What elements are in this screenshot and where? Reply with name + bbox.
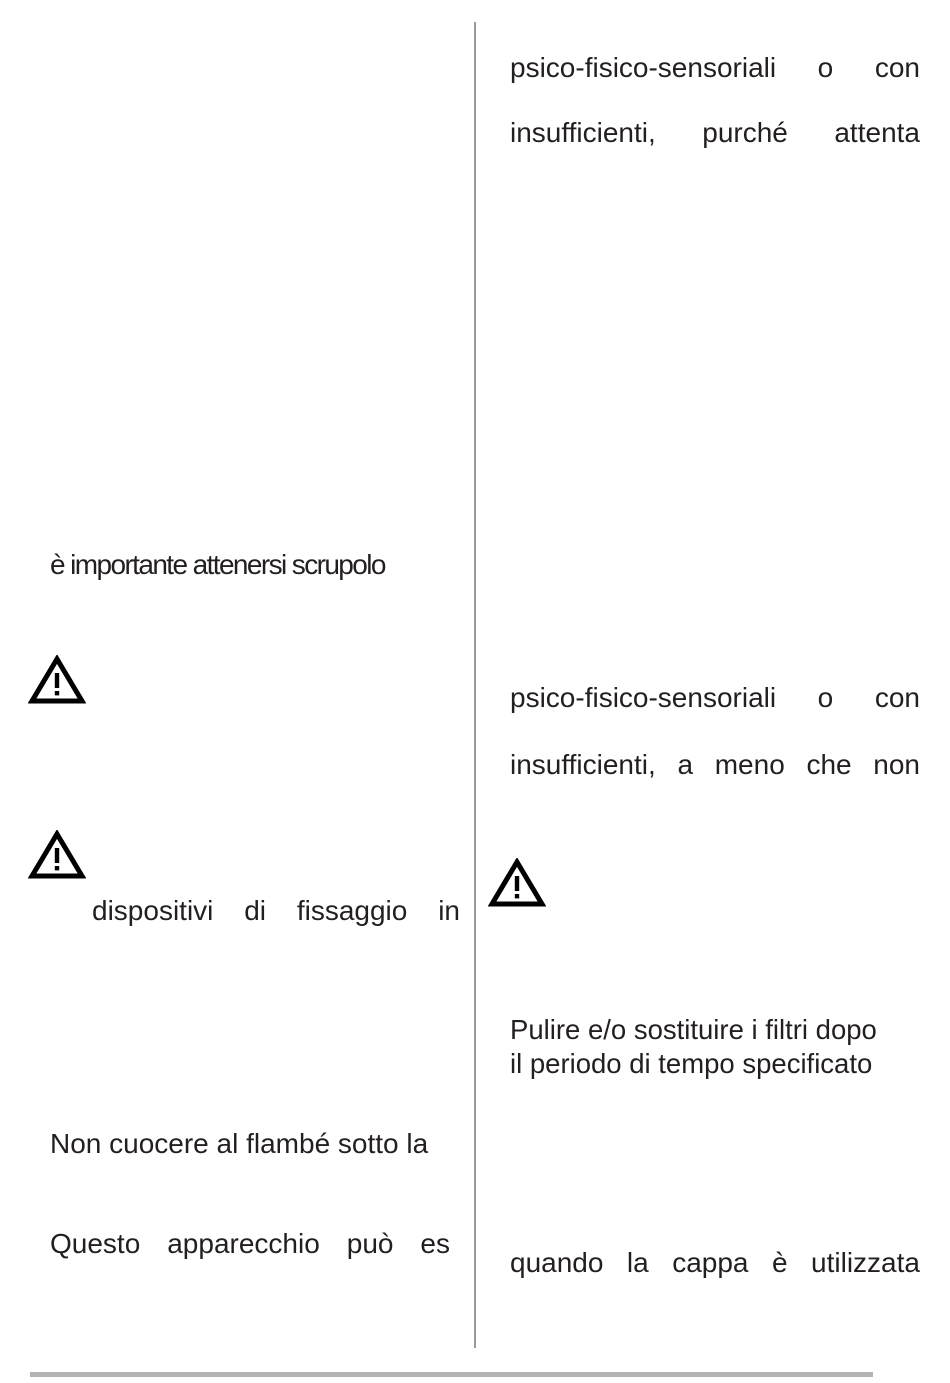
left-text-line-3: Non cuocere al flambé sotto la <box>50 1128 429 1159</box>
word: in <box>438 895 460 926</box>
word: insufficienti, <box>510 117 656 148</box>
word: a <box>677 749 694 780</box>
word: può <box>346 1228 394 1259</box>
warning-triangle-icon <box>488 858 546 908</box>
word: es <box>420 1228 450 1259</box>
right-text-line-3 <box>510 681 920 715</box>
word: con <box>874 682 920 713</box>
word: attenta <box>834 117 920 148</box>
word: di <box>244 895 267 926</box>
right-text-filters-line-1: Pulire e/o sostituire i filtri dopo <box>510 1014 877 1045</box>
word: fissaggio <box>296 895 408 926</box>
word: che <box>806 749 852 780</box>
warning-triangle-icon <box>28 830 86 880</box>
left-text-line-1: è importante attenersi scrupolo <box>50 549 385 580</box>
word: la <box>626 1247 649 1278</box>
warning-triangle-icon <box>28 655 86 705</box>
right-text-filters-line-2: il periodo di tempo specificato <box>510 1048 873 1079</box>
word: apparecchio <box>167 1228 320 1259</box>
right-text-line-4 <box>510 748 920 782</box>
word: o <box>817 52 834 83</box>
word: psico-fisico-sensoriali <box>510 52 777 83</box>
column-divider <box>474 22 476 1348</box>
word: non <box>873 749 920 780</box>
word: insufficienti, <box>510 749 656 780</box>
left-text-line-2 <box>92 894 460 928</box>
word: è <box>771 1247 788 1278</box>
word: quando <box>510 1247 604 1278</box>
left-text-line-4 <box>50 1227 450 1261</box>
footer-rule <box>30 1372 873 1377</box>
word: psico-fisico-sensoriali <box>510 682 777 713</box>
word: cappa <box>672 1247 749 1278</box>
word: Questo <box>50 1228 141 1259</box>
right-text-line-1 <box>510 51 920 85</box>
word: dispositivi <box>92 895 214 926</box>
word: utilizzata <box>811 1247 920 1278</box>
word: purché <box>702 117 788 148</box>
right-text-line-2 <box>510 116 920 150</box>
word: meno <box>714 749 785 780</box>
word: o <box>817 682 834 713</box>
word: con <box>874 52 920 83</box>
right-text-line-5 <box>510 1246 920 1280</box>
